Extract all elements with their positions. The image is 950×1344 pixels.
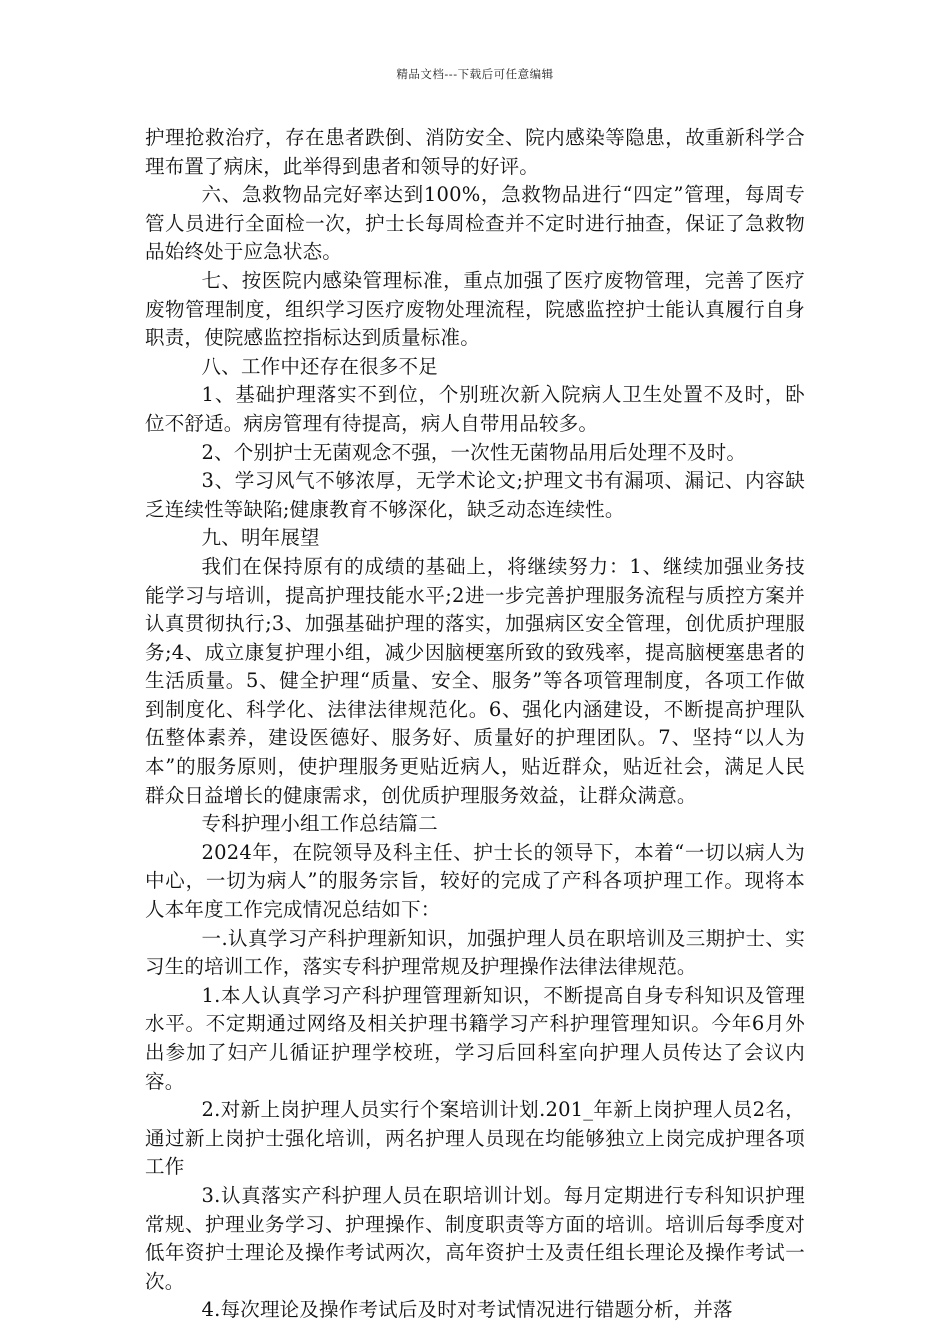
page-header: 精品文档---下载后可任意编辑: [396, 67, 554, 81]
paragraph: 一.认真学习产科护理新知识，加强护理人员在职培训及三期护士、实习生的培训工作，落实专科护理常规及护理操作法律法律规范。: [145, 926, 805, 979]
paragraph: 我们在保持原有的成绩的基础上，将继续努力：1、继续加强业务技能学习与培训，提高护理技能水平;2进一步完善护理服务流程与质控方案并认真贯彻执行;3、加强基础护理的落实，加强病区安全管理，创优质护理服务;4、成立康复护理小组，减少因脑梗塞所致的致残率，提高脑梗塞患者的生活质量。5、健全护理“质量、安全、服务”等各项管理制度，各项工作做到制度化、科学化、法律法律规范化。6、强化内涵建设，不断提高护理队伍整体素养，建设医德好、服务好、质量好的护理团队。7、坚持“以人为本”的服务原则，使护理服务更贴近病人，贴近群众，贴近社会，满足人民群众日益增长的健康需求，创优质护理服务效益，让群众满意。: [145, 554, 805, 807]
paragraph: 3.认真落实产科护理人员在职培训计划。每月定期进行专科知识护理常规、护理业务学习、护理操作、制度职责等方面的培训。培训后每季度对低年资护士理论及操作考试两次，高年资护士及责任组长理论及操作考试一次。: [145, 1183, 805, 1293]
paragraph: 1.本人认真学习产科护理管理新知识，不断提高自身专科知识及管理水平。不定期通过网络及相关护理书籍学习产科护理管理知识。今年6月外出参加了妇产儿循证护理学校班，学习后回科室向护理人员传达了会议内容。: [145, 983, 805, 1093]
paragraph: 4.每次理论及操作考试后及时对考试情况进行错题分析，并落: [201, 1298, 733, 1322]
document-body: [145, 124, 805, 1325]
paragraph: 2.对新上岗护理人员实行个案培训计划.201_年新上岗护理人员2名，通过新上岗护士强化培训，两名护理人员现在均能够独立上岗完成护理各项工作: [145, 1098, 805, 1179]
section-heading: 九、明年展望: [201, 526, 320, 550]
section-heading: 八、工作中还存在很多不足: [201, 354, 438, 378]
paragraph: 3、学习风气不够浓厚，无学术论文;护理文书有漏项、漏记、内容缺乏连续性等缺陷;健康教育不够深化，缺乏动态连续性。: [145, 469, 805, 521]
section-title: 专科护理小组工作总结篇二: [201, 812, 438, 836]
paragraph: 1、基础护理落实不到位，个别班次新入院病人卫生处置不及时，卧位不舒适。病房管理有待提高，病人自带用品较多。: [145, 383, 805, 435]
paragraph: 2、个别护士无菌观念不强，一次性无菌物品用后处理不及时。: [201, 440, 747, 464]
paragraph: 护理抢救治疗，存在患者跌倒、消防安全、院内感染等隐患，故重新科学合理布置了病床，此举得到患者和领导的好评。: [145, 126, 805, 178]
paragraph: 六、急救物品完好率达到100%，急救物品进行“四定”管理，每周专管人员进行全面检一次，护士长每周检查并不定时进行抽查，保证了急救物品始终处于应急状态。: [145, 183, 805, 264]
paragraph: 七、按医院内感染管理标准，重点加强了医疗废物管理，完善了医疗废物管理制度，组织学习医疗废物处理流程，院感监控护士能认真履行自身职责，使院感监控指标达到质量标准。: [145, 268, 805, 350]
paragraph: 2024年，在院领导及科主任、护士长的领导下，本着“一切以病人为中心，一切为病人”的服务宗旨，较好的完成了产科各项护理工作。现将本人本年度工作完成情况总结如下：: [145, 840, 805, 922]
